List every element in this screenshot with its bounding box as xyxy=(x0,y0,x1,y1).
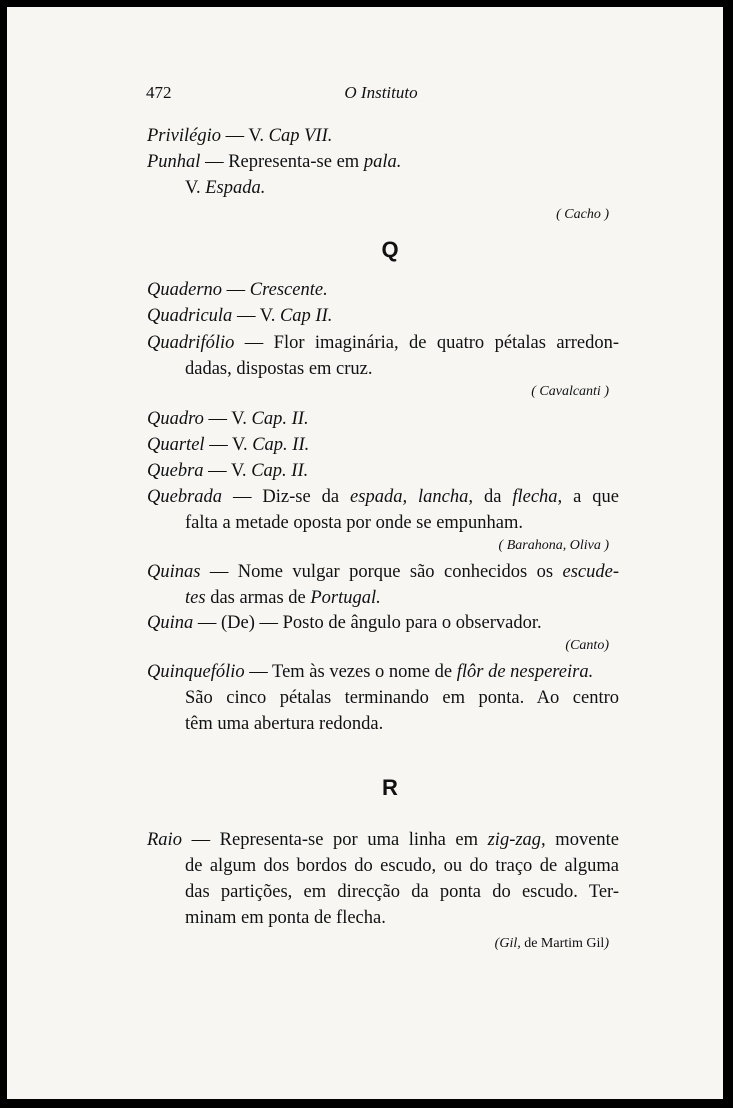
source-barahona: ( Barahona, Oliva ) xyxy=(498,538,609,553)
entry-text: dadas, dispostas em cruz. xyxy=(185,359,373,379)
entry-ref: Crescente. xyxy=(249,280,328,300)
entry-text: — Representa-se em xyxy=(200,152,364,172)
entry-term: Quebrada xyxy=(147,487,223,507)
entry-term: Quadricula xyxy=(147,306,233,326)
running-title: O Instituto xyxy=(344,83,418,102)
source-name: Cacho xyxy=(564,207,601,222)
entry-text: têm uma abertura redonda. xyxy=(185,714,384,734)
entry-term: Punhal xyxy=(147,152,201,172)
entry-quebrada xyxy=(147,484,619,536)
source-name: Canto xyxy=(570,638,605,653)
entry-term: Quadrifólio xyxy=(147,333,235,353)
entry-text: — Tem às vezes o nome de xyxy=(244,662,457,682)
entry-text: a que xyxy=(562,487,619,507)
source-cacho: ( Cacho ) xyxy=(556,207,609,222)
entry-text: — xyxy=(222,280,250,300)
entry-text: de algum dos bordos do escudo, ou do traço de alguma xyxy=(185,856,619,876)
source-gil: (Gil, de Martim Gil) xyxy=(494,936,609,951)
entry-punhal xyxy=(147,149,619,201)
entry-quinas xyxy=(147,559,619,611)
source-detail: de Martim Gil xyxy=(520,936,605,951)
entry-term: Quadro xyxy=(147,409,204,429)
section-letter-q: Q xyxy=(381,237,399,262)
source-name: Gil, xyxy=(499,936,521,951)
entry-text: — Representa-se por uma linha em xyxy=(181,830,488,850)
entry-ref: Cap. II. xyxy=(252,435,310,455)
entry-text: minam em ponta de flecha. xyxy=(185,908,386,928)
entry-ref: Espada. xyxy=(205,178,266,198)
section-letter-r: R xyxy=(382,775,398,800)
entry-text: movente xyxy=(545,830,620,850)
entry-term: Quinas xyxy=(147,562,201,582)
source-cavalcanti: ( Cavalcanti ) xyxy=(531,384,609,399)
entry-quadrifolio xyxy=(147,330,619,382)
entry-privilegio xyxy=(147,123,619,149)
entry-ref: Cap II. xyxy=(279,306,333,326)
entry-term: Quaderno xyxy=(147,280,223,300)
entry-ref: espada, lancha, xyxy=(350,487,473,507)
entry-quartel xyxy=(147,432,619,458)
entry-term: Privilégio xyxy=(147,126,221,146)
entry-quinquefolio xyxy=(147,659,619,737)
source-canto: (Canto) xyxy=(565,638,609,653)
entry-text: — V. xyxy=(220,126,269,146)
entry-ref: Portugal. xyxy=(310,588,381,608)
entry-term: Quina xyxy=(147,613,194,633)
entry-raio xyxy=(147,827,619,931)
source-name: Cavalcanti xyxy=(539,384,601,399)
page-number: 472 xyxy=(146,83,172,102)
entry-ref: pala. xyxy=(363,152,402,172)
book-page xyxy=(7,7,723,1099)
entry-term: Quinquefólio xyxy=(147,662,245,682)
entry-quadricula xyxy=(147,303,619,329)
entry-text: V. xyxy=(185,178,206,198)
entry-text: — Flor imaginária, de quatro pétalas arredon- xyxy=(234,333,619,353)
entry-text: — Nome vulgar porque são conhecidos os xyxy=(200,562,563,582)
entry-quaderno xyxy=(147,277,619,303)
entry-term: Raio xyxy=(147,830,182,850)
entry-text: — V. xyxy=(204,435,253,455)
entry-ref: zig-zag, xyxy=(487,830,546,850)
entry-ref: flecha, xyxy=(512,487,563,507)
entry-ref: flôr de nespereira. xyxy=(456,662,594,682)
source-name: Barahona, Oliva xyxy=(506,538,601,553)
entry-text: das armas de xyxy=(205,588,311,608)
entry-text: — V. xyxy=(203,409,252,429)
entry-text: — (De) — Posto de ângulo para o observador. xyxy=(193,613,542,633)
entry-text: — V. xyxy=(203,461,252,481)
entry-ref: escude- xyxy=(562,562,619,582)
entry-ref: Cap VII. xyxy=(268,126,333,146)
entry-term: Quebra xyxy=(147,461,204,481)
entry-term: Quartel xyxy=(147,435,205,455)
entry-text: São cinco pétalas terminando em ponta. Ao centro xyxy=(185,688,619,708)
entry-ref: tes xyxy=(185,588,206,608)
entry-text: — Diz-se da xyxy=(222,487,351,507)
entry-text: falta a metade oposta por onde se empunham. xyxy=(185,513,524,533)
entry-quebra xyxy=(147,458,619,484)
entry-quina xyxy=(147,610,619,636)
entry-text: das partições, em direcção da ponta do escudo. Ter- xyxy=(185,882,619,902)
entry-quadro xyxy=(147,406,619,432)
entry-ref: Cap. II. xyxy=(251,409,309,429)
running-header xyxy=(146,83,616,107)
entry-ref: Cap. II. xyxy=(251,461,309,481)
entry-text: — V. xyxy=(232,306,280,326)
entry-text: da xyxy=(473,487,513,507)
